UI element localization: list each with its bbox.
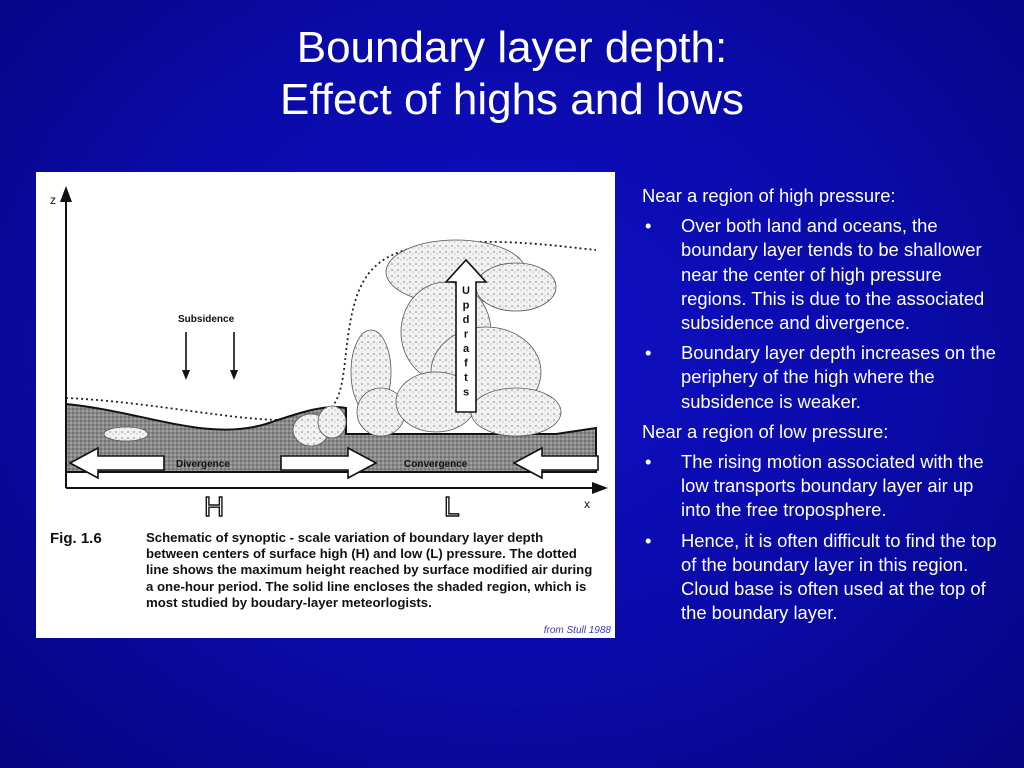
subsidence-label: Subsidence: [178, 314, 235, 325]
updrafts-letter: U: [462, 285, 470, 297]
explanation-text: [642, 184, 1008, 631]
high-pressure-heading: Near a region of high pressure:: [642, 185, 896, 206]
high-pressure-bullets: [642, 214, 1008, 414]
title-line-1: Boundary layer depth:: [296, 23, 728, 72]
low-pressure-heading: Near a region of low pressure:: [642, 420, 889, 442]
figure-caption: Schematic of synoptic - scale variation of boundary layer depth between centers of surface high (H) and low (L) pressure. The dotted line shows the maximum height reached by surface modified air during a one-hour period. The solid line encloses the shaded region, which is most studied by boudary-layer meteorlogists.: [146, 530, 593, 610]
updrafts-letter: s: [462, 386, 470, 399]
list-item-text: Boundary layer depth increases on the periphery of the high where the subsidence is weaker.: [681, 342, 996, 412]
updrafts-letter: f: [464, 357, 468, 370]
updrafts-letter: t: [464, 372, 468, 384]
z-axis-label: z: [50, 193, 56, 207]
low-pressure-bullets: [642, 450, 1008, 625]
divergence-label: Divergence: [176, 459, 230, 470]
low-pressure-label: L: [444, 491, 460, 522]
list-item: [642, 450, 1008, 523]
bullet-icon: •: [645, 451, 652, 473]
figure-credit: from Stull 1988: [543, 625, 611, 636]
boundary-layer-figure: [36, 172, 615, 638]
figure-number: Fig. 1.6: [50, 530, 102, 547]
updrafts-letter: r: [463, 328, 469, 341]
bullet-icon: •: [645, 342, 652, 364]
x-axis-arrow-icon: [592, 482, 608, 494]
list-item-text: Hence, it is often difficult to find the top of the boundary layer in this region. Cloud base is often used at the top of the boundary layer.: [681, 529, 997, 624]
subsidence-arrowhead-left-icon: [182, 370, 190, 380]
subsidence-arrowhead-right-icon: [230, 370, 238, 380]
x-axis-label: x: [584, 497, 590, 511]
bullet-icon: •: [645, 215, 652, 237]
bullet-icon: •: [645, 529, 652, 551]
z-axis-arrow-icon: [60, 186, 72, 202]
list-item: [642, 341, 1008, 414]
list-item: [642, 529, 1008, 626]
updrafts-letter: d: [462, 314, 470, 326]
updrafts-letter: p: [462, 299, 470, 312]
list-item-text: Over both land and oceans, the boundary layer tends to be shallower near the center of high pressure regions. This is due to the associated subsidence and divergence.: [681, 215, 985, 334]
high-pressure-label: H: [204, 491, 225, 522]
list-item: [642, 214, 1008, 335]
slide-title: [0, 22, 1024, 126]
updrafts-letter: a: [462, 343, 470, 355]
convergence-label: Convergence: [404, 459, 468, 470]
list-item-text: The rising motion associated with the low transports boundary layer air up into the free troposphere.: [681, 451, 984, 521]
title-line-2: Effect of highs and lows: [280, 75, 744, 124]
